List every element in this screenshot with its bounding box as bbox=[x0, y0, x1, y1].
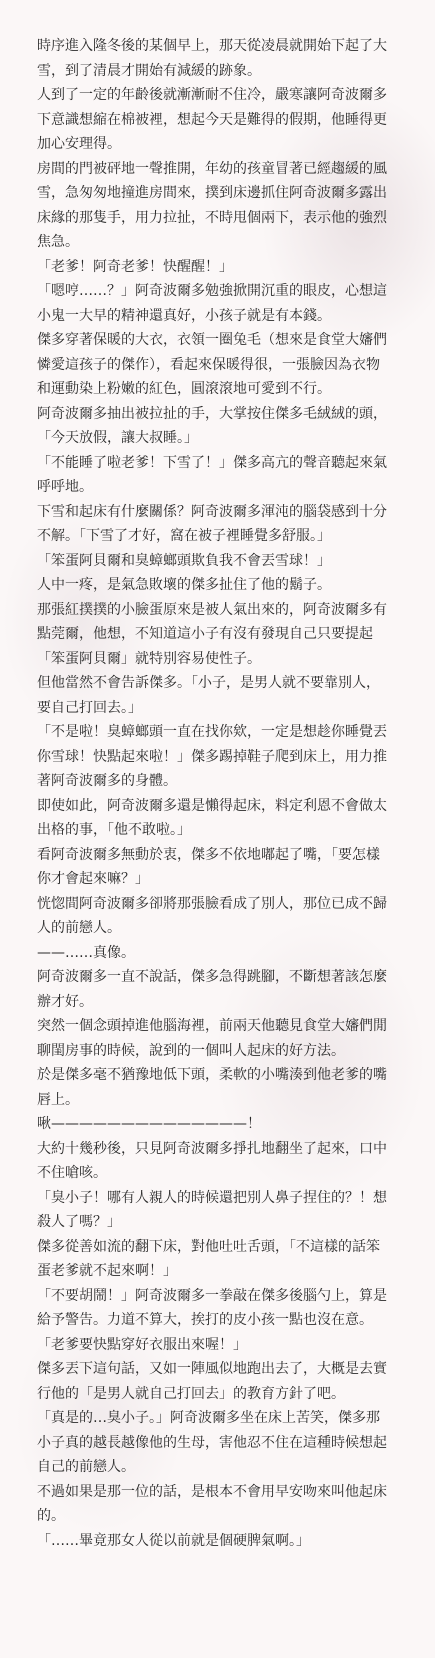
paragraph: 「不要胡鬧！」阿奇波爾多一拳敲在傑多後腦勺上，算是給予警告。力道不算大，挨打的皮小孩一點也沒在意。 bbox=[37, 1287, 387, 1328]
paragraph: 突然一個念頭掉進他腦海裡，前兩天他聽見食堂大嬸們閒聊閨房事的時候，說到的一個叫人起床的好方法。 bbox=[37, 1018, 387, 1059]
paragraph: 但他當然不會告訴傑多。「小子，是男人就不要靠別人，要自己打回去。」 bbox=[37, 675, 380, 716]
paragraph: 「嗯哼……？」阿奇波爾多勉強掀開沉重的眼皮，心想這小鬼一大早的精神還真好，小孩子就是有本錢。 bbox=[37, 283, 387, 324]
paragraph: 人中一疼，是氣急敗壞的傑多扯住了他的鬍子。 bbox=[37, 577, 331, 593]
paragraph: 時序進入隆冬後的某個早上，那天從凌晨就開始下起了大雪，到了清晨才開始有減緩的跡象。 bbox=[37, 38, 387, 79]
paragraph: 看阿奇波爾多無動於衷，傑多不依地嘟起了嘴，「要怎樣你才會起來嘛？」 bbox=[37, 846, 380, 887]
paragraph: 「不是啦！臭蟑螂頭一直在找你欸，一定是想趁你睡覺丟你雪球！快點起來啦！」傑多踢掉鞋子爬到床上，用力推著阿奇波爾多的身體。 bbox=[37, 724, 387, 789]
paragraph: 即使如此，阿奇波爾多還是懶得起床，料定利恩不會做太出格的事，「他不敢啦。」 bbox=[37, 797, 387, 838]
paragraph: 「老爹！阿奇老爹！快醒醒！」 bbox=[37, 258, 233, 275]
paragraph: ——……真像。 bbox=[37, 944, 135, 961]
paragraph: 不過如果是那一位的話，是根本不會用早安吻來叫他起床的。 bbox=[37, 1483, 387, 1524]
paragraph: 「真是的…臭小子。」阿奇波爾多坐在床上苦笑，傑多那小子真的越長越像他的生母，害他忍不住在這種時候想起自己的前戀人。 bbox=[37, 1410, 387, 1475]
paragraph: 於是傑多毫不猶豫地低下頭，柔軟的小嘴湊到他老爹的嘴唇上。 bbox=[37, 1067, 387, 1108]
paragraph: 傑多穿著保暖的大衣，衣領一圈兔毛（想來是食堂大嬸們憐愛這孩子的傑作），看起來保暖得很，一張臉因為衣物和運動染上粉嫩的紅色，圓滾滾地可愛到不行。 bbox=[37, 332, 387, 397]
story-text bbox=[37, 34, 389, 1553]
paragraph: 「老爹要快點穿好衣服出來喔！」 bbox=[37, 1336, 247, 1353]
paragraph: 人到了一定的年齡後就漸漸耐不住冷，嚴寒讓阿奇波爾多下意識想縮在棉被裡，想起今天是難得的假期，他睡得更加心安理得。 bbox=[37, 87, 387, 152]
paragraph: 傑多丟下這句話，又如一陣風似地跑出去了，大概是去實行他的「是男人就自己打回去」的教育方針了吧。 bbox=[37, 1361, 387, 1402]
paragraph: 阿奇波爾多抽出被拉扯的手，大掌按住傑多毛絨絨的頭，「今天放假，讓大叔睡。」 bbox=[37, 405, 387, 446]
paragraph: 房間的門被砰地一聲推開，年幼的孩童冒著已經趨緩的風雪，急匆匆地撞進房間來，撲到床邊抓住阿奇波爾多露出床緣的那隻手，用力拉扯，不時甩個兩下，表示他的強烈焦急。 bbox=[37, 160, 387, 250]
paragraph: 啾——————————————！ bbox=[37, 1116, 261, 1132]
paragraph: 「……畢竟那女人從以前就是個硬脾氣啊。」 bbox=[37, 1532, 310, 1549]
paragraph: 傑多從善如流的翻下床，對他吐吐舌頭，「不這樣的話笨蛋老爹就不起來啊！」 bbox=[37, 1238, 380, 1279]
paragraph: 「笨蛋阿貝爾和臭蟑螂頭欺負我不會丟雪球！」 bbox=[37, 552, 331, 569]
paragraph: 「臭小子！哪有人親人的時候還把別人鼻子捏住的？！想殺人了嗎？」 bbox=[37, 1189, 387, 1230]
paragraph: 阿奇波爾多一直不說話，傑多急得跳腳，不斷想著該怎麼辦才好。 bbox=[37, 969, 387, 1010]
paragraph: 恍惚間阿奇波爾多卻將那張臉看成了別人，那位已成不歸人的前戀人。 bbox=[37, 895, 387, 936]
paragraph: 大約十幾秒後，只見阿奇波爾多掙扎地翻坐了起來，口中不住嗆咳。 bbox=[37, 1140, 387, 1181]
paragraph: 下雪和起床有什麼關係？阿奇波爾多渾沌的腦袋感到十分不解。「下雪了才好，窩在被子裡睡覺多舒服。」 bbox=[37, 503, 387, 544]
paragraph: 「不能睡了啦老爹！下雪了！」傑多高亢的聲音聽起來氣呼呼地。 bbox=[37, 454, 387, 495]
paragraph: 那張紅撲撲的小臉蛋原來是被人氣出來的，阿奇波爾多有點莞爾，他想，不知道這小子有沒有發現自己只要提起「笨蛋阿貝爾」就特別容易使性子。 bbox=[37, 601, 387, 667]
